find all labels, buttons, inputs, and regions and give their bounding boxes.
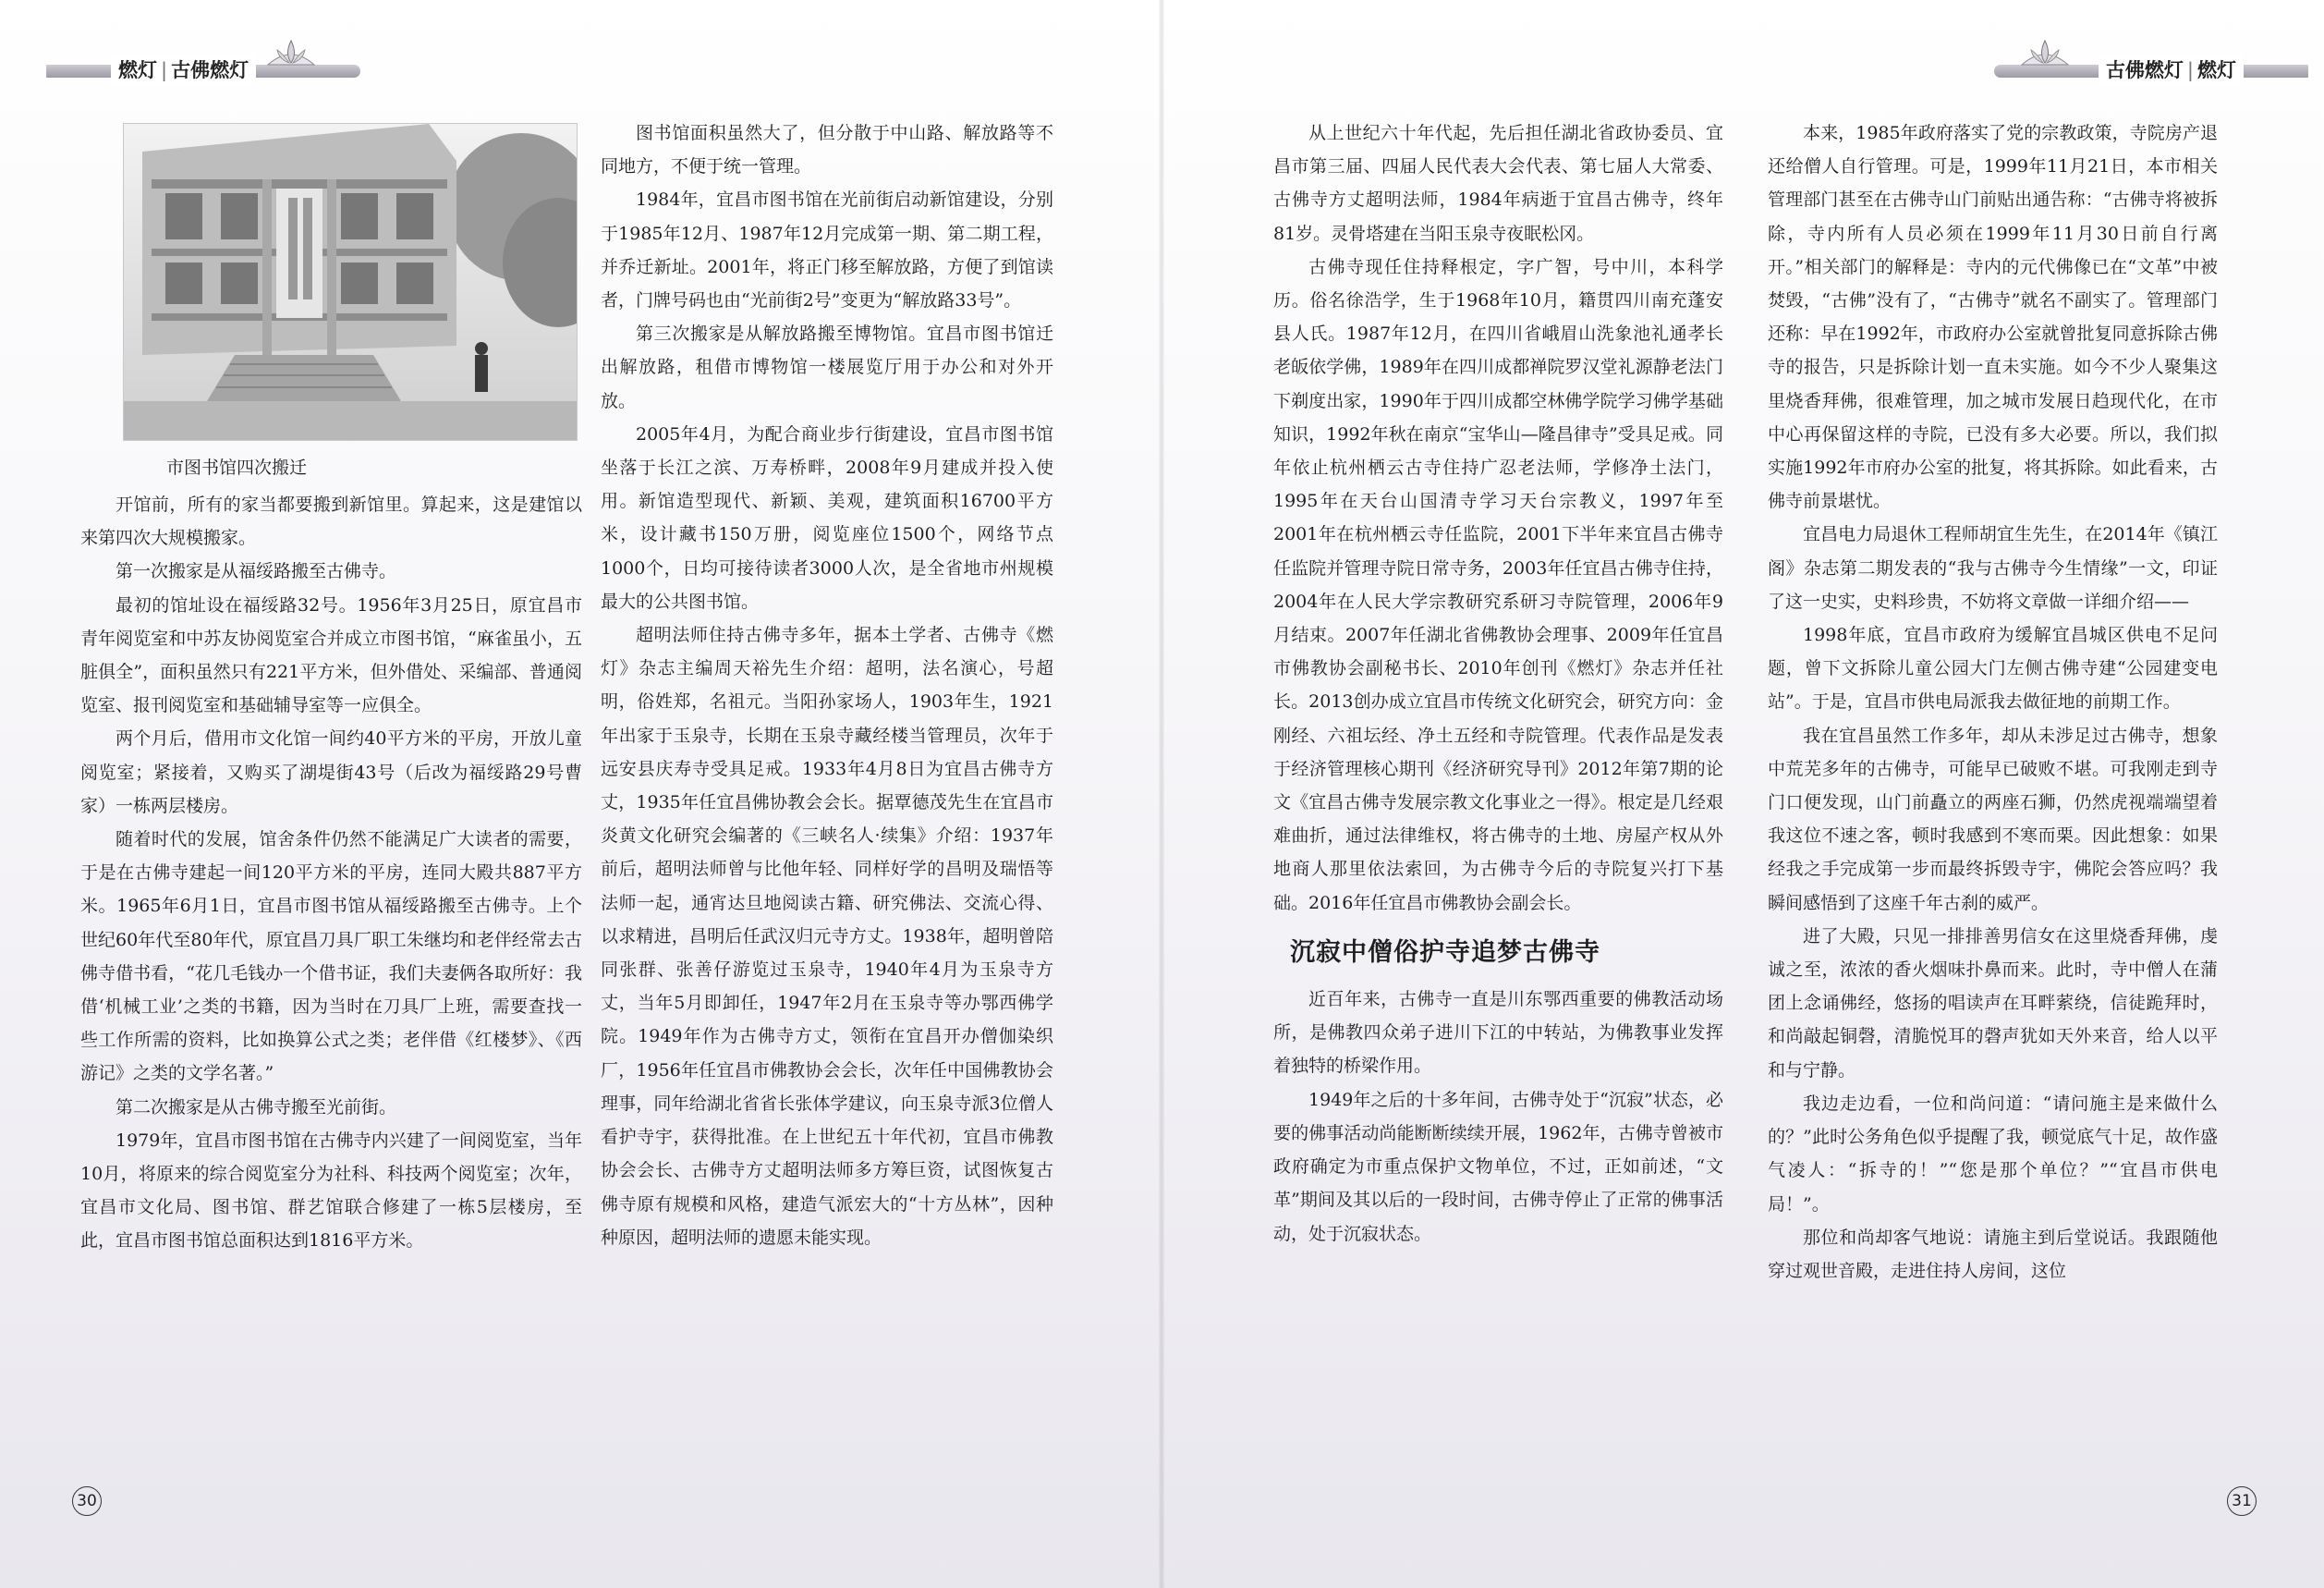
paragraph: 那位和尚却客气地说：请施主到后堂说话。我跟随他穿过观世音殿，走进住持人房间，这位 [1768,1227,2218,1281]
lotus-logo-icon [259,37,323,70]
header-part1: 燃灯 [118,59,157,81]
right-header [1994,54,2308,81]
paragraph: 第一次搬家是从福绥路搬至古佛寺。 [116,561,397,582]
right-page-column-2 [1768,116,2218,1288]
right-page-column-1 [1273,116,1723,1251]
header-part1: 古佛燃灯 [2105,59,2184,81]
paragraph: 随着时代的发展，馆舍条件仍然不能满足广大读者的需要，于是在古佛寺建起一间120平方米的平房，连同大殿共887平方米。1965年6月1日，宜昌市图书馆从福绥路搬至古佛寺。上个世纪60年代至80年代，原宜昌刀具厂职工朱继均和老伴经常去古佛寺借书看，“花几毛钱办一个借书证，我们夫妻俩各取所好：我借‘机械工业’之类的书籍，因为当时在刀具厂上班，需要查找一些工作所需的资料，比如换算公式之类；老伴借《红楼梦》、《西游记》之类的文学名著。” [80,829,582,1084]
page-number: 31 [2227,1486,2257,1516]
paragraph: 进了大殿，只见一排排善男信女在这里烧香拜佛，虔诚之至，浓浓的香火烟味扑鼻而来。此时，寺中僧人在蒲团上念诵佛经，悠扬的唱读声在耳畔萦绕，信徒跪拜时，和尚敲起铜磬，清脆悦耳的磬声犹如天外来音，给人以平和与宁静。 [1768,925,2218,1081]
paragraph: 宜昌电力局退休工程师胡宜生先生，在2014年《镇江阁》杂志第二期发表的“我与古佛寺今生情缘”一文，印证了这一史实，史料珍贵，不妨将文章做一详细介绍—— [1768,524,2218,612]
page-number: 30 [72,1486,102,1516]
paragraph: 近百年来，古佛寺一直是川东鄂西重要的佛教活动场所，是佛教四众弟子进川下江的中转站，为佛教事业发挥着独特的桥梁作用。 [1273,989,1723,1077]
photo-caption: 市图书馆四次搬迁 [166,458,308,478]
paragraph: 我边走边看，一位和尚问道：“请问施主是来做什么的？”此时公务角色似乎提醒了我，顿觉底气十足，故作盛气凌人：“拆寺的！”“您是那个单位？”“宜昌市供电局！”。 [1768,1093,2218,1215]
section-title: 沉寂中僧俗护寺追梦古佛寺 [1290,937,1600,967]
left-page-column-1 [80,488,582,1258]
paragraph: 图书馆面积虽然大了，但分散于中山路、解放路等不同地方，不便于统一管理。 [601,123,1053,177]
paragraph: 两个月后，借用市文化馆一间约40平方米的平房，开放儿童阅览室；紧接着，又购买了湖堤街43号（后改为福绥路29号曹家）一栋两层楼房。 [80,728,582,816]
paragraph: 我在宜昌虽然工作多年，却从未涉足过古佛寺，想象中荒芜多年的古佛寺，可能早已破败不堪。可我刚走到寺门口便发现，山门前矗立的两座石狮，仍然虎视端端望着我这位不速之客，顿时我感到不寒而栗。因此想象：如果经我之手完成第一步而最终拆毁寺宇，佛陀会答应吗？我瞬间感悟到了这座千年古刹的威严。 [1768,725,2218,913]
paragraph: 古佛寺现任住持释根定，字广智，号中川，本科学历。俗名徐浩学，生于1968年10月，籍贯四川南充蓬安县人氏。1987年12月，在四川省峨眉山洗象池礼通孝长老皈依学佛，1989年在四川成都禅院罗汉堂礼源静老法门下剃度出家，1990年于四川成都空林佛学院学习佛学基础知识，1992年秋在南京“宝华山—隆昌律寺”受具足戒。同年依止杭州栖云古寺住持广忍老法师，学修净土法门，1995年在天台山国清寺学习天台宗教义，1997年至2001年在杭州栖云寺任监院，2001下半年来宜昌古佛寺任监院并管理寺院日常寺务，2003年任宜昌古佛寺住持，2004年在人民大学宗教研究系研习寺院管理，2006年9月结束。2007年任湖北省佛教协会理事、2009年任宜昌市佛教协会副秘书长、2010年创刊《燃灯》杂志并任社长。2013创办成立宜昌市传统文化研究会，研究方向：金刚经、六祖坛经、净土五经和寺院管理。代表作品是发表于经济管理核心期刊《经济研究导刊》2012年第7期的论文《宜昌古佛寺发展宗教文化事业之一得》。根定是几经艰难曲折，通过法律维权，将古佛寺的土地、房屋产权从外地商人那里依法索回，为古佛寺今后的寺院复兴打下基础。2016年任宜昌市佛教协会副会长。 [1273,256,1723,913]
paragraph: 1998年底，宜昌市政府为缓解宜昌城区供电不足问题，曾下文拆除儿童公园大门左侧古佛寺建“公园建变电站”。于是，宜昌市供电局派我去做征地的前期工作。 [1768,625,2218,713]
left-page-column-2 [601,116,1053,1254]
paragraph: 超明法师住持古佛寺多年，据本土学者、古佛寺《燃灯》杂志主编周天裕先生介绍：超明，法名演心，号超明，俗姓郑，名祖元。当阳孙家场人，1903年生，1921年出家于玉泉寺，长期在玉泉寺藏经楼当管理员，次年于远安县庆寿寺受具足戒。1933年4月8日为宜昌古佛寺方丈，1935年任宜昌佛协教会会长。据覃德茂先生在宜昌市炎黄文化研究会编著的《三峡名人·续集》介绍：1937年前后，超明法师曾与比他年轻、同样好学的昌明及瑞悟等法师一起，通宵达旦地阅读古籍、研究佛法、交流心得、以求精进，昌明后任武汉归元寺方丈。1938年，超明曾陪同张群、张善仔游览过玉泉寺，1940年4月为玉泉寺方丈，当年5月即卸任，1947年2月在玉泉寺等办鄂西佛学院。1949年作为古佛寺方丈，领衔在宜昌开办僧伽染织厂，1956年任宜昌市佛教协会会长，次年任中国佛教协会理事，同年给湖北省省长张体学建议，向玉泉寺派3位僧人看护寺宇，获得批准。在上世纪五十年代初，宜昌市佛教协会会长、古佛寺方丈超明法师多方筹巨资，试图恢复古佛寺原有规模和风格，建造气派宏大的“十方丛林”，因种种原因，超明法师的遗愿未能实现。 [601,625,1053,1248]
header-separator: | [161,59,168,81]
paragraph: 最初的馆址设在福绥路32号。1956年3月25日，原宜昌市青年阅览室和中苏友协阅览室合并成立市图书馆，“麻雀虽小，五脏俱全”，面积虽然只有221平方米，但外借处、采编部、普通阅览室、报刊阅览室和基础辅导室等一应俱全。 [80,594,582,716]
header-label [111,54,256,85]
paragraph: 第二次搬家是从古佛寺搬至光前街。 [116,1096,397,1118]
paragraph: 1979年，宜昌市图书馆在古佛寺内兴建了一间阅览室，当年10月，将原来的综合阅览室分为社科、科技两个阅览室；次年，宜昌市文化局、图书馆、群艺馆联合修建了一栋5层楼房，至此，宜昌市图书馆总面积达到1816平方米。 [80,1130,582,1252]
paragraph: 本来，1985年政府落实了党的宗教政策，寺院房产退还给僧人自行管理。可是，1999年11月21日，本市相关管理部门甚至在古佛寺山门前贴出通告称：“古佛寺将被拆除，寺内所有人员必须在1999年11月30日前自行离开。”相关部门的解释是：寺内的元代佛像已在“文革”中被焚毁，“古佛”没有了，“古佛寺”就名不副实了。管理部门还称：早在1992年，市政府办公室就曾批复同意拆除古佛寺的报告，只是拆除计划一直未实施。如今不少人聚集这里烧香拜佛，很难管理，加之城市发展日趋现代化，在市中心再保留这样的寺院，已没有多大必要。所以，我们拟实施1992年市府办公室的批复，将其拆除。如此看来，古佛寺前景堪忧。 [1768,123,2218,512]
paragraph: 2005年4月，为配合商业步行街建设，宜昌市图书馆坐落于长江之滨、万寿桥畔，2008年9月建成并投入使用。新馆造型现代、新颖、美观，建筑面积16700平方米，设计藏书150万册，阅览座位1500个，网络节点1000个，日均可接待读者3000人次，是全省地市州规模最大的公共图书馆。 [601,423,1053,612]
paragraph: 开馆前，所有的家当都要搬到新馆里。算起来，这是建馆以来第四次大规模搬家。 [80,495,582,549]
lotus-logo-icon [2013,37,2077,70]
building-image [124,124,577,440]
paragraph: 从上世纪六十年代起，先后担任湖北省政协委员、宜昌市第三届、四届人民代表大会代表、第七届人大常委、古佛寺方丈超明法师，1984年病逝于宜昌古佛寺，终年81岁。灵骨塔建在当阳玉泉寺夜眠松冈。 [1273,123,1723,244]
paragraph: 1949年之后的十多年间，古佛寺处于“沉寂”状态，必要的佛事活动尚能断断续续开展，1962年，古佛寺曾被市政府确定为市重点保护文物单位，不过，正如前述，“文革”期间及其以后的一段时间，古佛寺停止了正常的佛事活动，处于沉寂状态。 [1273,1089,1723,1244]
header-label [2099,54,2244,85]
header-separator: | [2186,59,2194,81]
right-page [1162,0,2324,1588]
library-photo [123,123,578,441]
paragraph: 第三次搬家是从解放路搬至博物馆。宜昌市图书馆迁出解放路，租借市博物馆一楼展览厅用于办公和对外开放。 [601,324,1053,411]
paragraph: 1984年，宜昌市图书馆在光前街启动新馆建设，分别于1985年12月、1987年12月完成第一期、第二期工程，并乔迁新址。2001年，将正门移至解放路，方便了到馆读者，门牌号码也由“光前街2号”变更为“解放路33号”。 [601,189,1053,311]
header-part2: 古佛燃灯 [171,59,249,81]
header-part2: 燃灯 [2197,59,2236,81]
left-header [46,54,360,81]
